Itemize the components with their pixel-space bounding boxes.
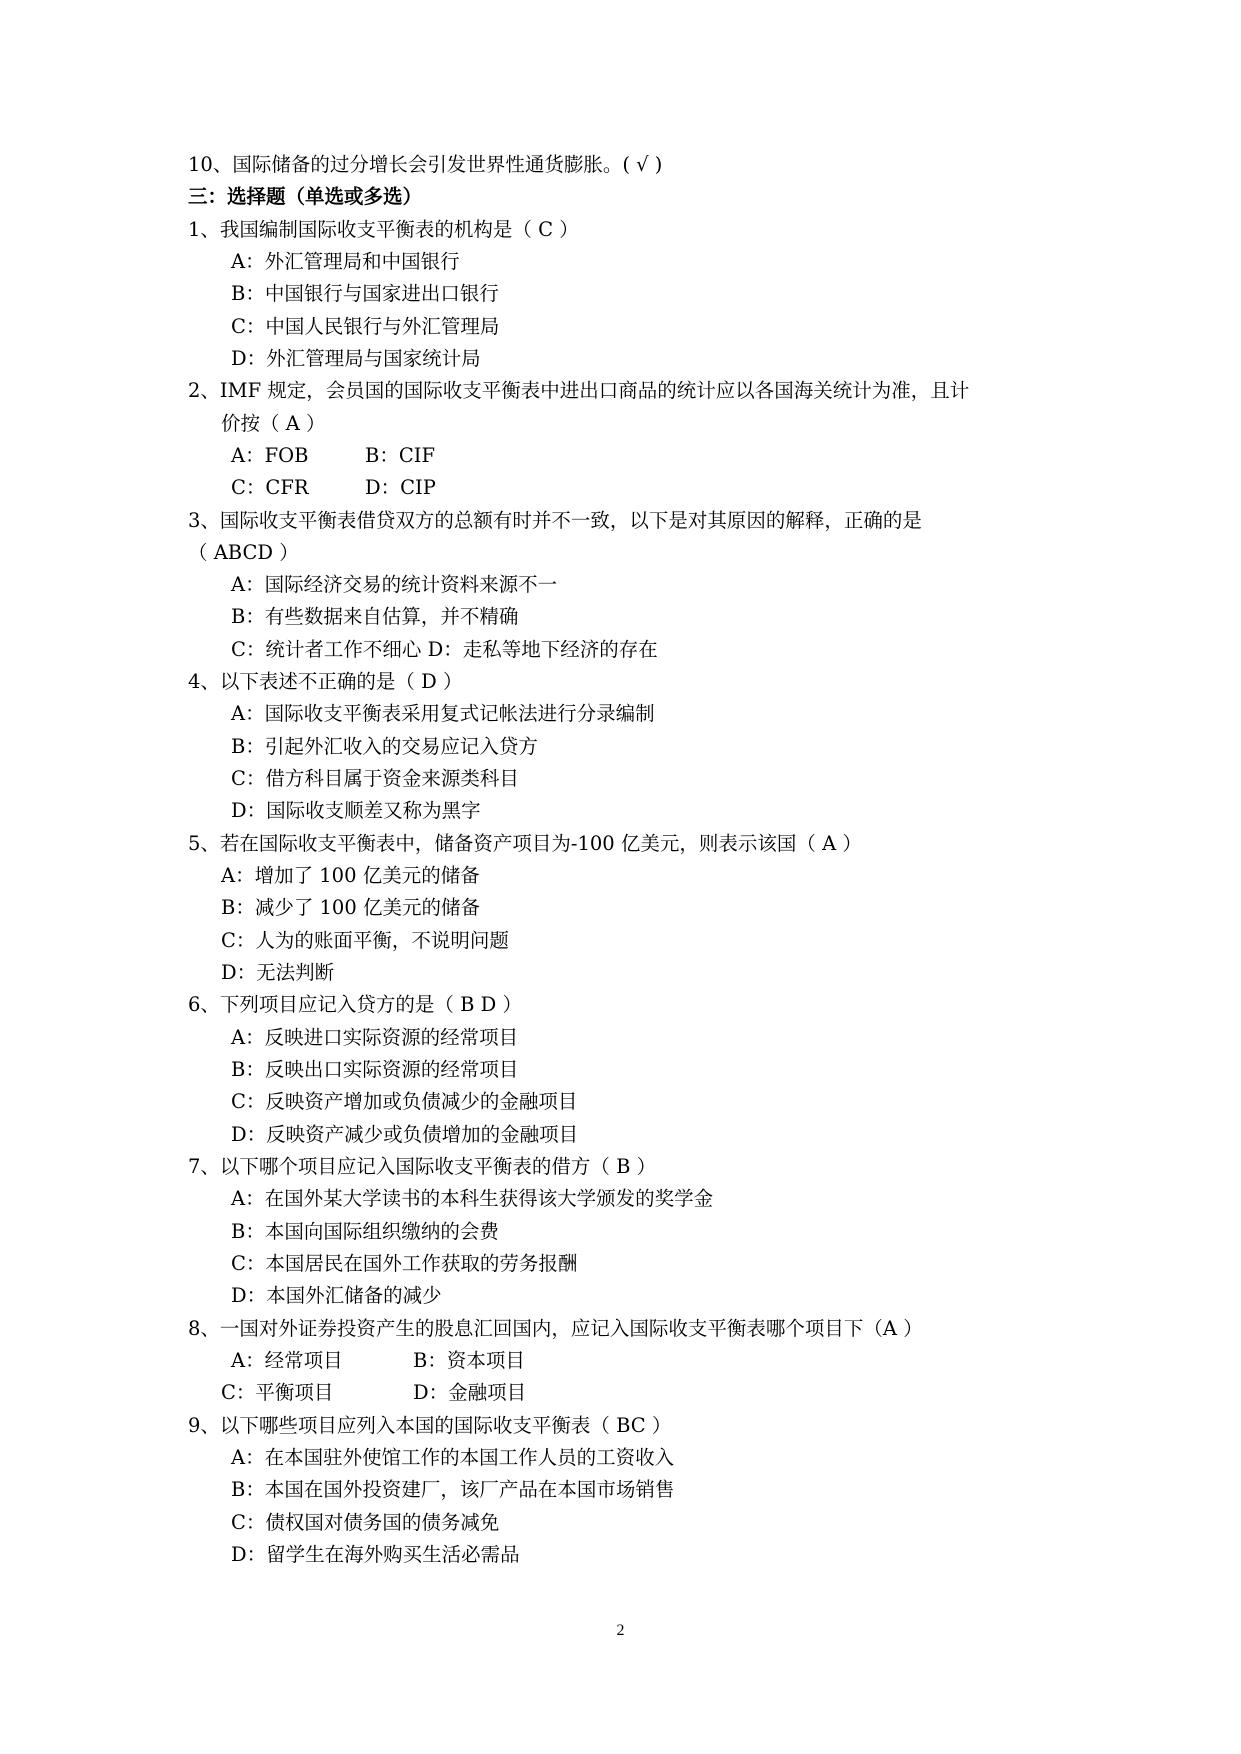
option: D：CIP [365, 476, 436, 499]
question-2-cont: 价按（ A ） [221, 412, 326, 435]
option: A：增加了 100 亿美元的储备 [221, 864, 480, 887]
option: B：有些数据来自估算，并不精确 [231, 605, 519, 628]
option: A：国际经济交易的统计资料来源不一 [231, 573, 558, 596]
option: C：人为的账面平衡，不说明问题 [221, 929, 509, 952]
option: C：平衡项目 [221, 1381, 334, 1404]
option: C：借方科目属于资金来源类科目 [231, 767, 519, 790]
option: D：反映资产减少或负债增加的金融项目 [231, 1123, 579, 1146]
option: A：反映进口实际资源的经常项目 [231, 1026, 519, 1049]
question-6: 6、下列项目应记入贷方的是（ B D ） [188, 993, 522, 1016]
option: B：资本项目 [413, 1349, 525, 1372]
option: C：统计者工作不细心 D：走私等地下经济的存在 [231, 638, 658, 661]
question-4: 4、以下表述不正确的是（ D ） [188, 670, 463, 693]
question-3-cont: （ ABCD ） [188, 541, 299, 564]
option: D：留学生在海外购买生活必需品 [231, 1543, 520, 1566]
option: C：债权国对债务国的债务减免 [231, 1511, 500, 1534]
option: B：减少了 100 亿美元的储备 [221, 896, 480, 919]
statement-10: 10、国际储备的过分增长会引发世界性通货膨胀。( √ ) [188, 153, 663, 176]
option: D：无法判断 [221, 961, 335, 984]
option: B：CIF [365, 444, 435, 467]
question-2: 2、IMF 规定，会员国的国际收支平衡表中进出口商品的统计应以各国海关统计为准，且计 [188, 379, 970, 402]
option: D：外汇管理局与国家统计局 [231, 347, 481, 370]
question-1: 1、我国编制国际收支平衡表的机构是（ C ） [188, 218, 579, 241]
option: B：本国在国外投资建厂，该厂产品在本国市场销售 [231, 1478, 675, 1501]
option: A：外汇管理局和中国银行 [231, 250, 460, 273]
option: D：金融项目 [413, 1381, 527, 1404]
question-8: 8、一国对外证券投资产生的股息汇回国内，应记入国际收支平衡表哪个项目下（A ） [188, 1317, 923, 1340]
question-3: 3、国际收支平衡表借贷双方的总额有时并不一致，以下是对其原因的解释，正确的是 [188, 509, 922, 532]
option: A：在国外某大学读书的本科生获得该大学颁发的奖学金 [231, 1187, 714, 1210]
question-5: 5、若在国际收支平衡表中，储备资产项目为-100 亿美元，则表示该国（ A ） [188, 832, 862, 855]
option: C：CFR [231, 476, 309, 499]
option: C：反映资产增加或负债减少的金融项目 [231, 1090, 578, 1113]
option: A：FOB [231, 444, 309, 467]
option: A：国际收支平衡表采用复式记帐法进行分录编制 [231, 702, 655, 725]
option: B：反映出口实际资源的经常项目 [231, 1058, 519, 1081]
option: C：中国人民银行与外汇管理局 [231, 315, 500, 338]
option: C：本国居民在国外工作获取的劳务报酬 [231, 1252, 578, 1275]
option: B：本国向国际组织缴纳的会费 [231, 1220, 499, 1243]
page-number: 2 [616, 1622, 625, 1639]
option: B：引起外汇收入的交易应记入贷方 [231, 735, 538, 758]
question-7: 7、以下哪个项目应记入国际收支平衡表的借方（ B ） [188, 1155, 657, 1178]
question-9: 9、以下哪些项目应列入本国的国际收支平衡表（ BC ） [188, 1414, 672, 1437]
option: B：中国银行与国家进出口银行 [231, 282, 499, 305]
option: D：本国外汇储备的减少 [231, 1284, 442, 1307]
option: A：在本国驻外使馆工作的本国工作人员的工资收入 [231, 1446, 675, 1469]
option: A：经常项目 [231, 1349, 343, 1372]
option: D：国际收支顺差又称为黑字 [231, 799, 481, 822]
section-heading: 三：选择题（单选或多选） [188, 185, 423, 208]
